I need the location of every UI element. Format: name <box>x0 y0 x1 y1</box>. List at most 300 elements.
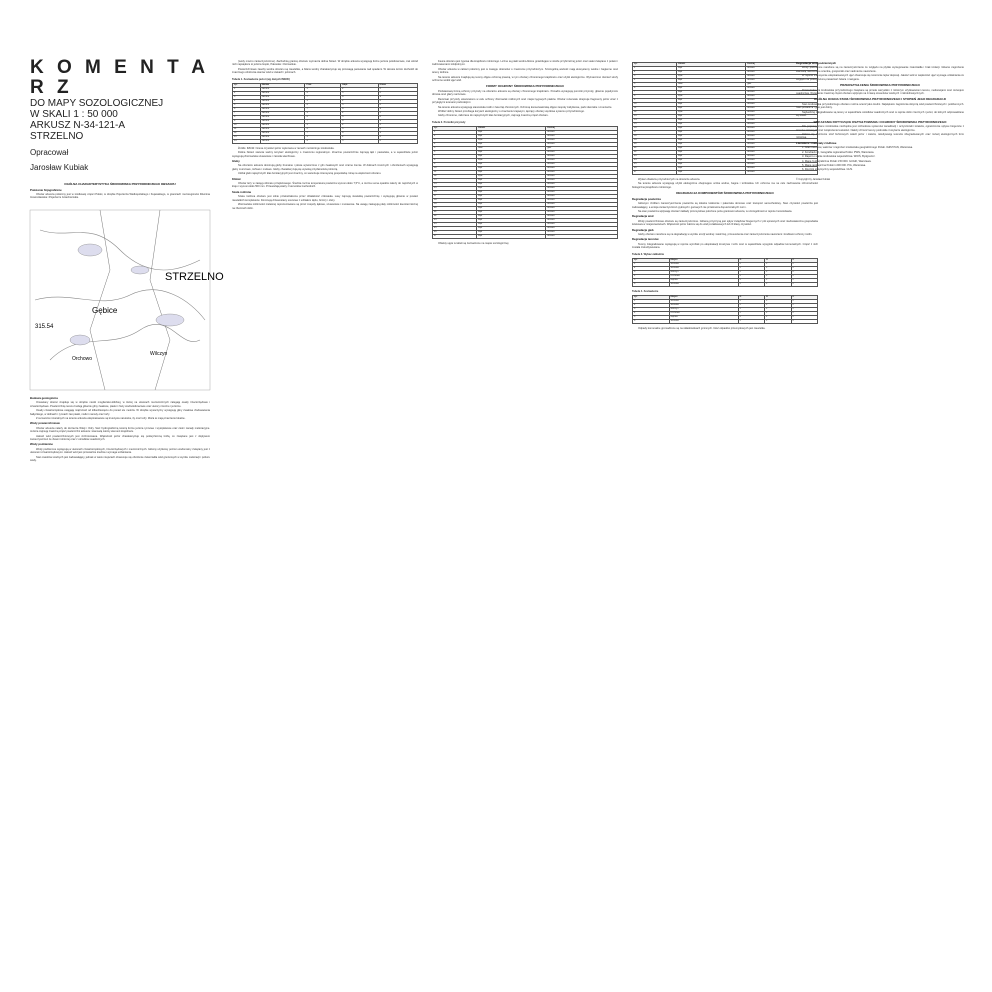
table-cell: 1 <box>633 300 670 304</box>
table-cell: Jezioro <box>260 111 305 115</box>
map-label-orchowo: Orchowo <box>72 356 93 362</box>
table-cell: x <box>738 262 764 266</box>
table-cell: 10 <box>433 167 477 171</box>
table-cell: x <box>765 274 791 278</box>
table-cell: Dąb <box>676 91 745 95</box>
paragraph: W rejonie intensywnie eksploatowanych ujęć obserwuje się tworzenie lejów depresji. Jakość wód w większości ujęć wymaga uzdatniania ze względu na podwyższoną zawartość żelaza i manganu. <box>796 74 964 81</box>
paragraph: Udział gleb najwyższych klas bonitacyjnych jest znaczny, co warunkuje intensywną gospodarkę rolną na większości obszaru. <box>238 172 382 176</box>
table-cell: drzewo <box>546 231 618 235</box>
table-cell: 6 <box>378 103 417 107</box>
table-cell: drzewo <box>746 123 818 127</box>
table-cell: Jezioro <box>260 135 305 139</box>
section-soils: Gleby <box>232 159 240 164</box>
table-cell: drzewo <box>746 131 818 135</box>
objects-list-table <box>632 62 818 175</box>
table-cell: 2 <box>341 99 379 103</box>
table-cell: Jezioro <box>260 87 305 91</box>
paragraph: Jakość wód powierzchniowych jest zróżnicowana. Większość jezior charakteryzuje się podwyższoną trofią, co związane jest z dopływem zanieczyszczeń ze zlewni rolniczej oraz z ośrodków osadniczych. <box>30 434 210 442</box>
section-location: Położenie fizjograficzne <box>30 187 62 192</box>
table-cell: x <box>765 262 791 266</box>
table-cell: 3 <box>633 75 677 79</box>
location-map <box>30 210 224 390</box>
prepared-label: Opracował <box>30 148 69 157</box>
table-cell: drzewo <box>746 71 818 75</box>
table-cell: drzewo <box>546 183 618 187</box>
table-header-cell: A <box>738 296 764 300</box>
table-cell: Dąb <box>476 207 545 211</box>
table-cell: 6 <box>633 282 670 286</box>
table-cell: drzewo <box>746 151 818 155</box>
plants-table-body <box>633 262 818 286</box>
table-cell: x <box>765 278 791 282</box>
table-cell: drzewo <box>546 175 618 179</box>
table-cell: 2 <box>341 135 379 139</box>
summary-table-body <box>633 300 818 324</box>
table-cell: 16 <box>633 127 677 131</box>
table-cell: 18 <box>633 135 677 139</box>
section-forms: FORMY OCHRONY ŚRODOWISKA PRZYRODNICZEGO <box>486 84 564 89</box>
table-cell: 1 <box>433 131 477 135</box>
table-cell: drzewo <box>546 151 618 155</box>
table-cell: Dąb <box>476 167 545 171</box>
table-cell: drzewo <box>746 91 818 95</box>
table-cell: 6 <box>378 127 417 131</box>
table-cell: drzewo <box>746 159 818 163</box>
table-cell: x <box>765 304 791 308</box>
paragraph: Głównym źródłem zanieczyszczenia powietrza są lokalne kotłownie i paleniska domowe oraz transport samochodowy. Stan czystości powietrza jest zadowalający, a emisja zanieczyszczeń pyłowych i gazowych nie przekracza dopuszczalnych norm. <box>632 202 818 209</box>
table-cell: Lipa <box>676 111 745 115</box>
paragraph: Przekształcenia środowiska przyrodniczego związane są przede wszystkim z rolniczym użytkowaniem terenu, melioracjami oraz rozwojem osadnictwa. Wylesienie znacznej części obszaru wpłynęło na zmianę stosunków wodnych i mikroklimatycznych. <box>796 88 964 96</box>
table-cell: 5 <box>633 316 670 320</box>
section-soil: Degradacja gleb <box>632 227 654 232</box>
sheet-name: STRZELNO <box>30 131 84 142</box>
table-cell: Gębice <box>669 316 738 320</box>
table-cell: Dąb <box>476 215 545 219</box>
table-row <box>633 171 818 175</box>
table-cell: 7 <box>305 119 341 123</box>
author-name: Jarosław Kubiak <box>30 163 89 172</box>
map-label-wilczyn: Wilczyn <box>150 351 168 357</box>
table-cell: 5 <box>341 91 379 95</box>
table-cell: 5 <box>233 103 261 107</box>
paragraph: Obszar arkusza w całości położony jest w zasięgu obszarów o znaczeniu przyrodniczym. Szczególną wartość mają ekosystemy wodne i bagienne oraz tereny dolinne. <box>432 67 618 75</box>
table-cell: 9 <box>378 131 417 135</box>
table-cell: Głaz <box>676 83 745 87</box>
table-cell: drzewo <box>746 127 818 131</box>
paragraph: Stan środowiska przyrodniczego obszaru można ocenić jako średni. Największe zagrożenia dotyczą wód powierzchniowych i podziemnych. Stan powietrza i gleb jest dobry. <box>796 103 964 110</box>
table-cell: Dąb <box>676 99 745 103</box>
table-cell: Lipa <box>476 139 545 143</box>
table-cell: Jezioro <box>260 107 305 111</box>
table-cell: drzewo <box>746 139 818 143</box>
table-header-cell: Pow. <box>305 83 341 87</box>
paragraph: Zbiorowiska roślinności nieleśnej reprezentowane są przez zespoły łąkowe, szuwarowe i murawowe. Na uwagę zasługują płaty roślinności kserotermicznej na zboczach dolin. <box>232 203 418 210</box>
table-cell: 2 <box>633 266 670 270</box>
table-cell: x <box>765 266 791 270</box>
table-cell: Dąb <box>676 87 745 91</box>
paragraph: Wykaz obiektów przyrodniczych na obszarze arkusza. <box>638 178 701 181</box>
table-cell: 3 <box>378 123 417 127</box>
table-cell: x <box>765 282 791 286</box>
document-title: K O M E N T A R Z <box>30 57 209 98</box>
paragraph: Z surowców mineralnych na terenie arkusza eksploatowane są kruszywa naturalne, iły oraz torfy. Złoża te mają znaczenie lokalne. <box>36 417 186 421</box>
table-header-cell: Lp. <box>433 127 477 131</box>
table-cell: Orchowo <box>669 274 738 278</box>
table-header-cell: C <box>791 258 817 262</box>
table-cell: x <box>791 282 817 286</box>
table-cell: Dąb <box>476 231 545 235</box>
column-3 <box>432 60 618 246</box>
table-cell: drzewo <box>746 79 818 83</box>
section-land: Degradacja terenów <box>632 237 659 242</box>
table-cell: Lipa <box>676 95 745 99</box>
table-cell: 7 <box>305 131 341 135</box>
table-cell: Strzelno <box>669 300 738 304</box>
section-air: Degradacja powietrza <box>632 196 661 201</box>
section-surface-waters: Wody powierzchniowe <box>30 421 60 426</box>
paragraph: Rezerwat przyrody ustanowiono w celu ochrony zbiorowisk roślinnych oraz miejsc lęgowych ptaków. Obszar rezerwatu obejmuje fragmenty jezior wraz z przyległymi terenami podmokłymi. <box>432 97 618 105</box>
paragraph: Wzdłuż doliny Noteci przebiega korytarz ekologiczny o znaczeniu krajowym, łączący obszary węzłowe systemu przyrodniczego. <box>438 110 585 114</box>
table-cell: 13 <box>633 115 677 119</box>
table-cell: 11 <box>233 127 261 131</box>
table-cell: x <box>738 312 764 316</box>
table-cell: x <box>738 308 764 312</box>
table-cell: 5 <box>341 103 379 107</box>
table-cell: 3 <box>633 308 670 312</box>
table-cell: x <box>765 270 791 274</box>
section-plants: Szata roślinna <box>232 189 251 194</box>
table-cell: 1 <box>305 99 341 103</box>
table-cell: 12 <box>233 131 261 135</box>
table-header-cell: C <box>791 296 817 300</box>
table-cell: drzewo <box>746 95 818 99</box>
table-cell: drzewo <box>546 167 618 171</box>
table-cell: drzewo <box>746 163 818 167</box>
table-cell: 1 <box>305 111 341 115</box>
table-cell: drzewo <box>546 211 618 215</box>
table-cell: x <box>791 278 817 282</box>
table-cell: Dąb <box>676 167 745 171</box>
table-cell: 3 <box>378 99 417 103</box>
section-ground-waters: Wody podziemne <box>30 442 53 447</box>
table-cell: 10 <box>233 123 261 127</box>
table-cell: Dąb <box>676 119 745 123</box>
table-cell: Dąb <box>676 159 745 163</box>
objects-list-table-body <box>633 67 818 175</box>
table-header-cell: B <box>765 296 791 300</box>
table-cell: Dąb <box>676 107 745 111</box>
table-header-cell: Lp. <box>233 83 261 87</box>
table-cell: x <box>791 312 817 316</box>
map-label-elevation: 315.54 <box>35 324 54 330</box>
table-cell: x <box>765 320 791 324</box>
table-cell: 24 <box>633 159 677 163</box>
table-cell: 3 <box>378 111 417 115</box>
table-cell: 4 <box>633 312 670 316</box>
table-cell: x <box>791 262 817 266</box>
table-cell: 3 <box>378 87 417 91</box>
table-cell: Dąb <box>476 163 545 167</box>
table-cell: 6 <box>633 87 677 91</box>
table-row <box>633 320 818 324</box>
table-cell: Jezioro <box>260 123 305 127</box>
table-cell: Gębice <box>669 278 738 282</box>
table-cell: drzewo <box>546 203 618 207</box>
table-cell: 11 <box>433 171 477 175</box>
paragraph: Dolina Noteci stanowi ważny korytarz ekologiczny o znaczeniu regionalnym. Znaczne powierzchnie zajmują łąki i pastwiska, a w sąsiedztwie jezior występują zbiorowiska szuwarowe i zarośla wierzbowe. <box>232 151 418 158</box>
paragraph: Obiekty ujęte w tabeli są zaznaczone na mapie sozologicznej. <box>438 242 510 246</box>
table-cell: 7 <box>433 155 477 159</box>
table-cell: 17 <box>633 131 677 135</box>
table-header-cell: Lp. <box>633 296 670 300</box>
table-cell: Dąb <box>676 103 745 107</box>
table-cell: drzewo <box>746 103 818 107</box>
paragraph: Fauna obszaru jest typowa dla krajobrazu rolniczego. Liczne są ptaki wodno-błotne gniazdujące w strefie przybrzeżnej jezior oraz ssaki związane z polami i zadrzewieniami śródpolnymi. <box>432 60 618 67</box>
table-header-cell: Klasa <box>378 83 417 87</box>
table3-caption: Tabela 3. Wykaz zakładów <box>632 252 664 256</box>
paragraph: Gleby obszaru narażone są na degradację w wyniku erozji wodnej i wietrznej, przesuszenia oraz zanieczyszczenia nawozami i środkami ochrony roślin. <box>638 233 813 237</box>
table-cell: x <box>738 282 764 286</box>
table-cell: 10 <box>633 103 677 107</box>
table-cell: 22 <box>433 215 477 219</box>
lake-shape <box>131 266 149 274</box>
table-cell: Dąb <box>476 131 545 135</box>
table-cell: Dąb <box>676 115 745 119</box>
table-cell: Dąb <box>476 191 545 195</box>
lake-shape <box>70 335 90 345</box>
table-cell: 4 <box>633 274 670 278</box>
table-cell: Dąb <box>676 151 745 155</box>
table-cell: Dąb <box>476 151 545 155</box>
paragraph: Omawiany obszar znajduje się w obrębie niecki mogileńsko-łódzkiej, w której na utworach mezozoicznych zalegają osady trzeciorzędowe i czwartorzędowe. Powierzchnię terenu budują głównie gliny zwałowe, piaski i żwiry wodnolodowcowe oraz utwory rzeczne i jeziorne. <box>30 401 210 408</box>
table-cell: Dąb <box>676 123 745 127</box>
table-cell: 1 <box>305 87 341 91</box>
table-cell: Jezioro <box>260 119 305 123</box>
paragraph: 5. Mapa geologiczna Polski 1:200 000. PIG, Warszawa. <box>802 163 866 167</box>
column-5 <box>796 60 964 181</box>
table-cell: 11 <box>633 107 677 111</box>
table-cell: 27 <box>633 171 677 175</box>
table4-caption: Tabela 4. Zestawienie <box>632 289 659 293</box>
paragraph: Źródło: IMGW. Ocena czystości jezior wykonana w ramach monitoringu środowiska. <box>238 146 335 150</box>
table-cell: Strzelno <box>669 304 738 308</box>
table-cell: 7 <box>633 91 677 95</box>
summary-table <box>632 295 818 324</box>
table-cell: Dąb <box>476 219 545 223</box>
paragraph: Gleby chronione, zaliczane do najwyższych klas bonitacyjnych, zajmują znaczną część obszaru. <box>438 114 549 118</box>
table-cell: x <box>791 274 817 278</box>
paragraph: Na obszarze arkusza dominują gleby brunatne i płowe wytworzone z glin zwałowych oraz czarne ziemie. W dolinach rzecznych i obniżeniach występują gleby murszowe, torfowe i mułowe. Gleby charakteryzują się wysoką przydatnością rolniczą. <box>232 164 418 171</box>
table-cell: drzewo <box>746 143 818 147</box>
table-cell: 22 <box>633 151 677 155</box>
table-cell: 4 <box>305 103 341 107</box>
table-cell: 6 <box>378 91 417 95</box>
table-cell: drzewo <box>546 199 618 203</box>
table-cell: 4 <box>633 79 677 83</box>
table-cell: Strzelno <box>669 262 738 266</box>
table-cell: 5 <box>633 83 677 87</box>
table-cell: drzewo <box>746 147 818 151</box>
table-cell: x <box>765 300 791 304</box>
table-cell: drzewo <box>746 75 818 79</box>
table-cell: Strzelno <box>669 282 738 286</box>
table-cell: 9 <box>433 163 477 167</box>
table-cell: 1 <box>633 67 677 71</box>
table-header-cell: A <box>738 258 764 262</box>
table-cell: Dąb <box>676 135 745 139</box>
paragraph: 4. Mapa hydrograficzna Polski 1:50 000. GUGiK, Warszawa. <box>802 159 872 163</box>
table-cell: Dąb <box>676 147 745 151</box>
paragraph: Na terenie arkusza występują użytki ekologiczne obejmujące oczka wodne, bagna i torfowiska. Ich ochrona ma na celu zachowanie różnorodności biologicznej krajobrazu rolniczego. <box>632 182 818 189</box>
table-cell: x <box>738 300 764 304</box>
table-cell: 2 <box>233 91 261 95</box>
paragraph: Wody podziemne narażone są na zanieczyszczenie ze względu na płytkie występowanie zwierciadła i brak izolacji. Główne zagrożenie stanowią nieszczelne szamba, gnojowniki oraz nadmierne nawożenie. <box>796 66 964 73</box>
table-cell: 6 <box>433 151 477 155</box>
table-cell: drzewo <box>546 159 618 163</box>
table-cell: Jezioro <box>260 131 305 135</box>
table-cell: 19 <box>433 203 477 207</box>
table-cell: 27 <box>433 235 477 239</box>
table-cell: x <box>738 266 764 270</box>
table-cell: x <box>738 304 764 308</box>
table-cell: 3 <box>633 270 670 274</box>
table-cell: 6 <box>233 107 261 111</box>
table-header-cell: B <box>765 258 791 262</box>
table-cell: 15 <box>633 123 677 127</box>
paragraph: 3. Raport o stanie środowiska województwa. WIOŚ, Bydgoszcz. <box>802 155 876 159</box>
table-cell: 9 <box>378 107 417 111</box>
table-cell: 8 <box>341 95 379 99</box>
table-cell: 16 <box>433 191 477 195</box>
table-cell: Dąb <box>476 195 545 199</box>
paragraph: 1. Atlas zasobów, walorów i zagrożeń środowiska geograficznego Polski. IGiPZ PAN, Warszawa. <box>802 146 913 150</box>
table-cell: x <box>738 320 764 324</box>
table-cell: 12 <box>633 111 677 115</box>
table-cell: drzewo <box>746 155 818 159</box>
table-cell: 24 <box>433 223 477 227</box>
table-cell: x <box>791 270 817 274</box>
table-cell: drzewo <box>746 111 818 115</box>
table-header-cell: Obiekt <box>676 63 745 67</box>
table-cell: drzewo <box>546 143 618 147</box>
table-cell: 4 <box>305 139 341 143</box>
paragraph: Obszar arkusza położony jest w środkowej części Polski, w obrębie Pojezierza Wielkopolskiego i Kujawskiego, w granicach mezoregionów Równina Inowrocławska i Pojezierze Gnieźnieńskie. <box>30 193 210 200</box>
paragraph: Dla poprawy stanu środowiska niezbędna jest rozbudowa systemów kanalizacji i oczyszczalni ścieków, ograniczenie spływu biogenów z terenów rolniczych oraz zwiększenie lesistości. Należy chronić tereny podmokłe i korytarze ekologiczne. <box>796 125 964 132</box>
table-cell: Dąb <box>476 143 545 147</box>
table-cell: 8 <box>341 131 379 135</box>
table-cell: 21 <box>433 211 477 215</box>
table-header-cell: Miejsc. <box>669 296 738 300</box>
map-label-strzelno: STRZELNO <box>165 271 224 283</box>
section-literature: Literatura i materiały źródłowe <box>796 140 837 145</box>
table-cell: drzewo <box>546 163 618 167</box>
table-cell: drzewo <box>546 191 618 195</box>
table-row <box>433 235 618 239</box>
document-subtitle-1: DO MAPY SOZOLOGICZNEJ <box>30 98 164 109</box>
paragraph: Wody podziemne występują w utworach czwartorzędowych, trzeciorzędowych i mezozoicznych. Główny użytkowy poziom wodonośny związany jest z utworami czwartorzędowymi. Jakość wód jest przeważnie średnia i wymaga uzdatniania. <box>30 447 210 455</box>
table-cell: x <box>791 320 817 324</box>
table-cell: 6 <box>378 139 417 143</box>
table-cell: Głaz <box>476 147 545 151</box>
table-cell: Dąb <box>476 171 545 175</box>
section-general: OGÓLNA CHARAKTERYSTYKA ŚRODOWISKA PRZYRODNICZEGO OBSZARU <box>64 182 176 186</box>
table-header-cell: Rodzaj <box>746 63 818 67</box>
table-cell: Dąb <box>676 79 745 83</box>
section-conflicts: OGÓLNA OCENA STANU ŚRODOWISKA PRZYRODNICZEGO I STOPIEŃ JEGO DEGRADACJI <box>814 97 946 102</box>
table-cell: x <box>791 308 817 312</box>
table-cell: 2 <box>341 111 379 115</box>
monuments-table-body <box>433 131 618 239</box>
table-cell: 1 <box>233 87 261 91</box>
paragraph: Zaleca się tworzenie stref buforowych wokół jezior i cieków, rekultywację terenów zdegradowanych oraz rozwój ekologicznych form rolnictwa. <box>796 133 964 140</box>
table-cell: 14 <box>633 119 677 123</box>
paragraph: Powierzchniowe zasoby wodne obszaru są niewielkie, a bilans wodny charakteryzuje się przewagą parowania nad opadami. W okresie letnim dochodzi do znacznego obniżenia stanów wód w ciekach i jeziorach. <box>232 67 418 75</box>
paragraph: Na terenie arkusza znajdują się tereny objęte ochroną prawną, w tym obszary chronionego krajobrazu oraz użytki ekologiczne. Wyznaczono również strefy ochronne wokół ujęć wód. <box>432 75 618 83</box>
paragraph: Wody powierzchniowe obszaru są zanieczyszczone. Główną przyczyną jest spływ związków biogennych z pól uprawnych oraz niedostateczna gospodarka ściekowa w miejscowościach. Większość jezior zalicza się do wód pozaklasowych lub III klasy czystości. <box>632 219 818 227</box>
table-cell: głaz <box>746 83 818 87</box>
table-cell: 2 <box>341 87 379 91</box>
sheet-number: ARKUSZ N-34-121-A <box>30 120 126 131</box>
table-cell: 14 <box>233 139 261 143</box>
table-cell: 18 <box>433 199 477 203</box>
table-cell: 15 <box>433 187 477 191</box>
table-cell: drzewo <box>746 87 818 91</box>
paragraph: Odpady komunalne gromadzone są na składowiskach gminnych. Ilość odpadów przemysłowych jest niewielka. <box>638 327 766 331</box>
lakes-table <box>232 83 418 144</box>
plants-table <box>632 258 818 287</box>
paragraph: Tereny zdegradowane występują w rejonie wyrobisk po eksploatacji kruszywa i torfu oraz w sąsiedztwie wysypisk odpadów komunalnych. Część z nich została zrekultywowana. <box>632 242 818 250</box>
paragraph: Stan zasobów wodnych jest zadowalający, jednak w wielu miejscach obserwuje się obniżenie zwierciadła wód gruntowych w wyniku melioracji i poboru wody. <box>30 455 210 463</box>
table-header-cell: Obiekt <box>476 127 545 131</box>
table-header-cell: Nazwa <box>260 83 305 87</box>
map-label-gebice: Gębice <box>92 306 118 315</box>
table-cell: Dąb <box>476 235 545 239</box>
table-cell: Dąb <box>476 211 545 215</box>
table-cell: drzewo <box>546 215 618 219</box>
table-cell: drzewo <box>546 227 618 231</box>
paragraph: Na terenie arkusza występują stanowiska roślin i zwierząt chronionych. Ochroną konserwatorską objęto zespoły zabytkowe, parki dworskie i cmentarze. <box>438 105 613 109</box>
table-cell: 7 <box>305 107 341 111</box>
table-cell: Dąb <box>676 71 745 75</box>
table-cell: 23 <box>633 155 677 159</box>
section-water: Degradacja wód <box>632 214 654 219</box>
table-row <box>633 282 818 286</box>
table-cell: Jezioro <box>260 103 305 107</box>
table-cell: Dąb <box>676 143 745 147</box>
table-cell: 9 <box>233 119 261 123</box>
table-cell: Lipa <box>476 159 545 163</box>
table-cell: Strzelno <box>669 266 738 270</box>
table-cell: drzewo <box>546 195 618 199</box>
column-1 <box>30 395 210 464</box>
table-cell: x <box>738 278 764 282</box>
table-cell: 5 <box>341 115 379 119</box>
table-cell: drzewo <box>746 171 818 175</box>
table-cell: drzewo <box>746 135 818 139</box>
table-cell: 26 <box>433 231 477 235</box>
table-cell: 8 <box>341 119 379 123</box>
table2-caption: Tabela 2. Pomniki przyrody <box>432 120 466 124</box>
table-cell: 4 <box>305 91 341 95</box>
table-cell: drzewo <box>546 155 618 159</box>
table-cell: Dąb <box>476 183 545 187</box>
table-cell: 3 <box>378 135 417 139</box>
paragraph: Obszar leży w zasięgu klimatu przejściowego. Średnia roczna temperatura powietrza wynosi około 7,5°C, a roczna suma opadów należy do najniższych w kraju i wynosi około 500 mm. Przeważają wiatry z kierunków zachodnich. <box>232 182 418 189</box>
table-cell: drzewo <box>546 187 618 191</box>
paragraph: (wody mocno zanieczyszczone). Zachodnią granicę obszaru wyznacza dolina Noteci. W obrębie arkusza występują liczne jeziora polodowcowe, zaś wśród nich największe to jeziora Gopło, Pakoskie i Ostrowskie. <box>232 60 418 67</box>
table-header-cell: Lp. <box>633 258 670 262</box>
table-cell: 9 <box>378 119 417 123</box>
